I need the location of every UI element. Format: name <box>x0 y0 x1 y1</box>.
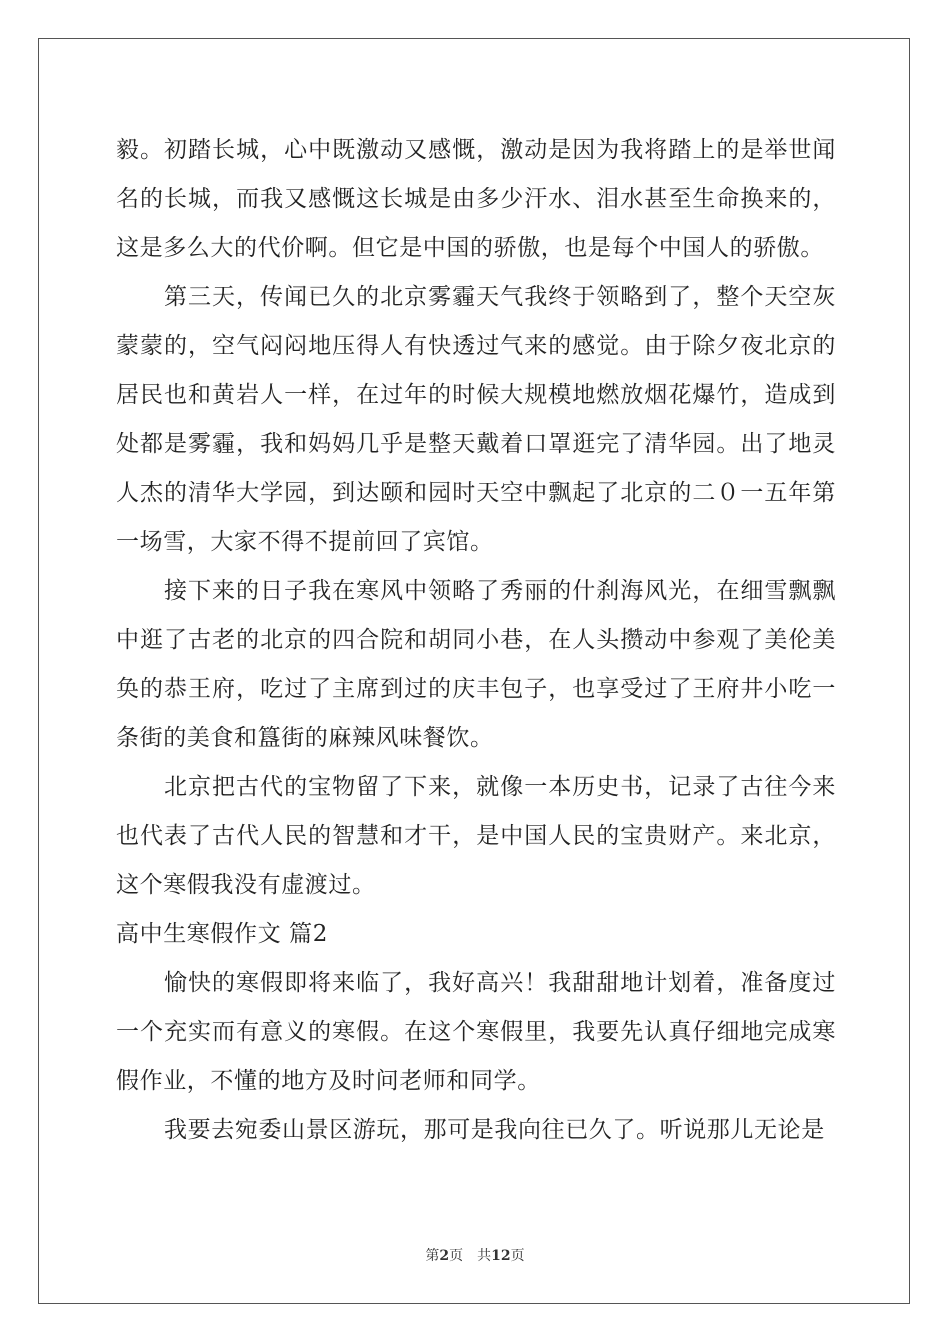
total-pages: 12 <box>491 1248 511 1264</box>
page-number: 2 <box>439 1248 450 1264</box>
paragraph-following-days: 接下来的日子我在寒风中领略了秀丽的什刹海风光，在细雪飘飘中逛了古老的北京的四合院和胡同小巷，在人头攒动中参观了美伦美奂的恭王府，吃过了主席到过的庆丰包子，也享受过了王府井小吃一条街的美食和簋街的麻辣风味餐饮。 <box>116 578 836 751</box>
paragraph-trip-plan: 我要去宛委山景区游玩，那可是我向往已久了。听说那儿无论是 <box>164 1117 825 1143</box>
total-suffix: 页 <box>510 1248 525 1264</box>
page-footer <box>0 1245 950 1265</box>
paragraph-day-three: 第三天，传闻已久的北京雾霾天气我终于领略到了，整个天空灰蒙蒙的，空气闷闷地压得人有快透过气来的感觉。由于除夕夜北京的居民也和黄岩人一样，在过年的时候大规模地燃放烟花爆竹，造成到处都是雾霾，我和妈妈几乎是整天戴着口罩逛完了清华园。出了地灵人杰的清华大学园，到达颐和园时天空中飘起了北京的二０一五年第一场雪，大家不得不提前回了宾馆。 <box>116 284 836 555</box>
paragraph-conclusion: 北京把古代的宝物留了下来，就像一本历史书，记录了古往今来也代表了古代人民的智慧和才干，是中国人民的宝贵财产。来北京，这个寒假我没有虚渡过。 <box>116 774 836 898</box>
section-heading: 高中生寒假作文 篇2 <box>116 921 328 947</box>
page-prefix: 第 <box>425 1248 440 1264</box>
page-suffix: 页 <box>449 1248 464 1264</box>
document-body <box>116 126 836 1155</box>
total-prefix: 共 <box>477 1248 492 1264</box>
paragraph-continuation: 毅。初踏长城，心中既激动又感慨，激动是因为我将踏上的是举世闻名的长城，而我又感慨这长城是由多少汗水、泪水甚至生命换来的，这是多么大的代价啊。但它是中国的骄傲，也是每个中国人的骄傲。 <box>116 137 836 261</box>
paragraph-winter-plan: 愉快的寒假即将来临了，我好高兴！我甜甜地计划着，准备度过一个充实而有意义的寒假。在这个寒假里，我要先认真仔细地完成寒假作业，不懂的地方及时问老师和同学。 <box>116 970 836 1094</box>
